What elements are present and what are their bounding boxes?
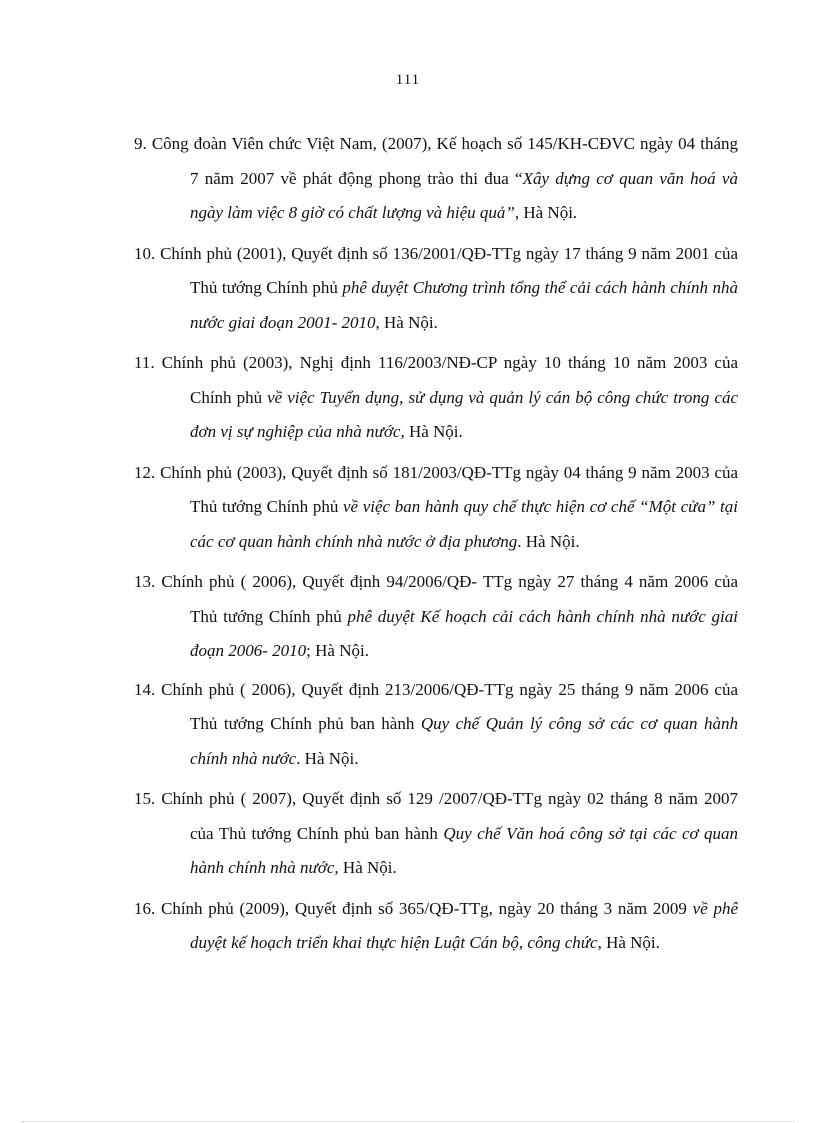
reference-tail: Hà Nội. <box>338 858 397 877</box>
reference-text: Chính phủ ( 2006), Quyết định 94/2006/QĐ- TTg ngày 27 tháng 4 năm 2006 của Thủ tướng Chính phủ <box>161 572 739 626</box>
reference-title: về việc Tuyển dụng, sử dụng và quản lý cán bộ công chức trong các đơn vị sự nghiệp của nhà nước <box>190 387 739 441</box>
reference-title: Xây dựng cơ quan văn hoá và ngày làm việc 8 giờ có chất lượng và hiệu quả” <box>190 168 738 222</box>
reference-number: 11. <box>134 353 155 372</box>
reference-item <box>134 456 738 560</box>
reference-text: Chính phủ (2003), Nghị định 116/2003/NĐ-CP ngày 10 tháng 10 năm 2003 của Chính phủ <box>161 353 738 407</box>
page-bottom-divider <box>22 1121 794 1122</box>
reference-tail: , Hà Nội. <box>597 933 660 952</box>
reference-tail: ; Hà Nội. <box>306 641 369 660</box>
reference-text: Chính phủ ( 2006), Quyết định 213/2006/QĐ-TTg ngày 25 tháng 9 năm 2006 của Thủ tướng Chính phủ ban hành <box>161 679 739 733</box>
reference-text: Chính phủ ( 2007), Quyết định số 129 /2007/QĐ-TTg ngày 02 tháng 8 năm 2007 của Thủ tướng Chính phủ ban hành <box>161 789 739 843</box>
reference-title: Quy chế Văn hoá công sở tại các cơ quan hành chính nhà nước, <box>190 823 739 877</box>
reference-item <box>134 673 738 777</box>
reference-number: 12. <box>134 462 156 482</box>
reference-title: phê duyệt Chương trình tổng thể cải cách hành chính nhà nước giai đoạn 2001- 2010 <box>190 278 738 332</box>
reference-title: về việc ban hành quy chế thực hiện cơ chế “Một cửa” tại các cơ quan hành chính nhà nước ở địa phương <box>190 497 739 551</box>
reference-item <box>134 782 738 886</box>
reference-tail: . Hà Nội. <box>296 748 359 768</box>
reference-number: 15. <box>134 789 156 808</box>
reference-title: phê duyệt Kế hoạch cải cách hành chính nhà nước giai đoạn 2006- 2010 <box>190 606 738 660</box>
reference-text: Chính phủ (2003), Quyết định số 181/2003/QĐ-TTg ngày 04 tháng 9 năm 2003 của Thủ tướng Chính phủ <box>160 462 739 516</box>
reference-item <box>134 346 738 450</box>
reference-text: Chính phủ (2001), Quyết định số 136/2001/QĐ-TTg ngày 17 tháng 9 năm 2001 của Thủ tướng Chính phủ <box>160 243 739 297</box>
reference-title: về phê duyệt kế hoạch triển khai thực hiện Luật Cán bộ, công chức <box>190 898 739 952</box>
reference-tail: , Hà Nội. <box>400 422 463 441</box>
reference-number: 16. <box>134 898 156 918</box>
reference-number: 9. <box>134 134 147 153</box>
reference-tail: , Hà Nội. <box>375 312 438 332</box>
reference-item <box>134 127 738 231</box>
reference-number: 10. <box>134 243 156 263</box>
reference-title: Quy chế Quản lý công sở các cơ quan hành chính nhà nước <box>190 714 739 768</box>
reference-item <box>134 565 738 669</box>
reference-text: Công đoàn Viên chức Việt Nam, (2007), Kế hoạch số 145/KH-CĐVC ngày 04 tháng 7 năm 2007 về phát động phong trào thi đua “ <box>151 134 738 188</box>
reference-text: Chính phủ (2009), Quyết định số 365/QĐ-TTg, ngày 20 tháng 3 năm 2009 <box>161 898 693 918</box>
reference-list <box>134 127 738 967</box>
reference-number: 14. <box>134 679 156 699</box>
reference-tail: , Hà Nội. <box>514 203 578 222</box>
reference-number: 13. <box>134 572 156 591</box>
page-number: 111 <box>395 72 421 88</box>
reference-item <box>134 892 738 961</box>
reference-item <box>134 237 738 341</box>
reference-tail: . Hà Nội. <box>517 531 580 551</box>
